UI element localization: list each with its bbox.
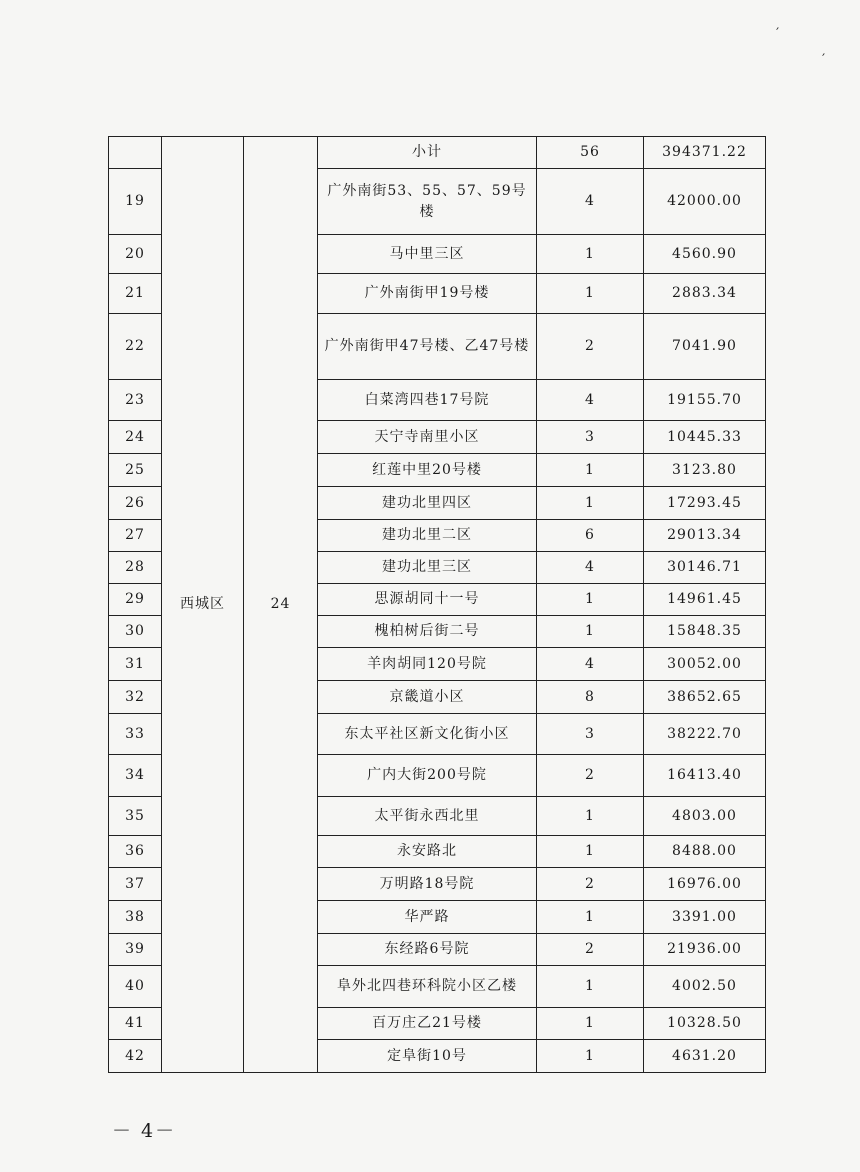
floor-area: 30052.00	[644, 648, 766, 681]
building-count: 1	[537, 836, 644, 868]
building-count: 1	[537, 797, 644, 836]
building-count: 1	[537, 1040, 644, 1073]
community-name: 定阜街10号	[318, 1040, 537, 1073]
row-number: 24	[109, 421, 162, 454]
row-number: 20	[109, 235, 162, 274]
row-number: 35	[109, 797, 162, 836]
community-name: 东太平社区新文化街小区	[318, 714, 537, 755]
row-number: 22	[109, 314, 162, 380]
floor-area: 42000.00	[644, 169, 766, 235]
community-name: 永安路北	[318, 836, 537, 868]
district-cell: 西城区	[162, 137, 244, 1073]
row-number: 31	[109, 648, 162, 681]
row-number: 41	[109, 1008, 162, 1040]
community-name: 百万庄乙21号楼	[318, 1008, 537, 1040]
row-number: 39	[109, 934, 162, 966]
community-name: 太平街永西北里	[318, 797, 537, 836]
building-count: 3	[537, 714, 644, 755]
row-number: 37	[109, 868, 162, 901]
community-name: 东经路6号院	[318, 934, 537, 966]
building-count: 1	[537, 966, 644, 1008]
community-name: 建功北里四区	[318, 487, 537, 520]
row-number: 23	[109, 380, 162, 421]
community-name: 天宁寺南里小区	[318, 421, 537, 454]
building-count: 3	[537, 421, 644, 454]
subtotal-row	[109, 137, 766, 169]
building-count: 2	[537, 868, 644, 901]
row-number: 34	[109, 755, 162, 797]
building-count: 2	[537, 755, 644, 797]
row-number: 36	[109, 836, 162, 868]
page-number: － 4－	[112, 1120, 177, 1142]
building-count: 6	[537, 520, 644, 552]
community-name: 槐柏树后街二号	[318, 616, 537, 648]
row-number: 40	[109, 966, 162, 1008]
community-name: 广外南街甲19号楼	[318, 274, 537, 314]
building-count: 1	[537, 616, 644, 648]
building-count: 1	[537, 901, 644, 934]
district-count-cell: 24	[244, 137, 318, 1073]
community-name: 广内大街200号院	[318, 755, 537, 797]
community-name: 广外南街甲47号楼、乙47号楼	[318, 314, 537, 380]
row-number: 27	[109, 520, 162, 552]
building-count: 4	[537, 648, 644, 681]
scan-speck: ′	[822, 52, 826, 68]
row-number: 32	[109, 681, 162, 714]
subtotal-label: 小计	[318, 137, 537, 169]
floor-area: 30146.71	[644, 552, 766, 584]
floor-area: 38222.70	[644, 714, 766, 755]
row-number: 21	[109, 274, 162, 314]
building-count: 4	[537, 552, 644, 584]
building-count: 1	[537, 584, 644, 616]
floor-area: 19155.70	[644, 380, 766, 421]
floor-area: 7041.90	[644, 314, 766, 380]
floor-area: 16413.40	[644, 755, 766, 797]
scan-speck: ′	[776, 26, 780, 42]
floor-area: 4560.90	[644, 235, 766, 274]
building-count: 2	[537, 314, 644, 380]
community-name: 建功北里二区	[318, 520, 537, 552]
floor-area: 21936.00	[644, 934, 766, 966]
floor-area: 14961.45	[644, 584, 766, 616]
community-name: 羊肉胡同120号院	[318, 648, 537, 681]
row-number: 38	[109, 901, 162, 934]
table-body	[109, 137, 766, 1073]
building-count: 1	[537, 487, 644, 520]
building-count: 4	[537, 169, 644, 235]
floor-area: 10445.33	[644, 421, 766, 454]
floor-area: 29013.34	[644, 520, 766, 552]
floor-area: 17293.45	[644, 487, 766, 520]
row-number: 33	[109, 714, 162, 755]
building-count: 1	[537, 1008, 644, 1040]
community-name: 思源胡同十一号	[318, 584, 537, 616]
row-number: 19	[109, 169, 162, 235]
community-table	[108, 136, 766, 1073]
floor-area: 3391.00	[644, 901, 766, 934]
building-count: 1	[537, 235, 644, 274]
floor-area: 4002.50	[644, 966, 766, 1008]
floor-area: 8488.00	[644, 836, 766, 868]
building-count: 1	[537, 454, 644, 487]
community-name: 华严路	[318, 901, 537, 934]
row-number: 42	[109, 1040, 162, 1073]
floor-area: 2883.34	[644, 274, 766, 314]
floor-area: 3123.80	[644, 454, 766, 487]
floor-area: 16976.00	[644, 868, 766, 901]
community-name: 建功北里三区	[318, 552, 537, 584]
row-number: 26	[109, 487, 162, 520]
floor-area: 15848.35	[644, 616, 766, 648]
floor-area: 4631.20	[644, 1040, 766, 1073]
community-name: 万明路18号院	[318, 868, 537, 901]
building-count: 1	[537, 274, 644, 314]
community-name: 白菜湾四巷17号院	[318, 380, 537, 421]
floor-area: 4803.00	[644, 797, 766, 836]
community-name: 马中里三区	[318, 235, 537, 274]
row-number-cell	[109, 137, 162, 169]
community-name: 广外南街53、55、57、59号楼	[318, 169, 537, 235]
community-name: 红莲中里20号楼	[318, 454, 537, 487]
floor-area: 38652.65	[644, 681, 766, 714]
subtotal-area: 394371.22	[644, 137, 766, 169]
floor-area: 10328.50	[644, 1008, 766, 1040]
row-number: 30	[109, 616, 162, 648]
building-count: 8	[537, 681, 644, 714]
building-count: 2	[537, 934, 644, 966]
subtotal-count: 56	[537, 137, 644, 169]
row-number: 25	[109, 454, 162, 487]
row-number: 29	[109, 584, 162, 616]
building-count: 4	[537, 380, 644, 421]
community-name: 阜外北四巷环科院小区乙楼	[318, 966, 537, 1008]
community-name: 京畿道小区	[318, 681, 537, 714]
row-number: 28	[109, 552, 162, 584]
